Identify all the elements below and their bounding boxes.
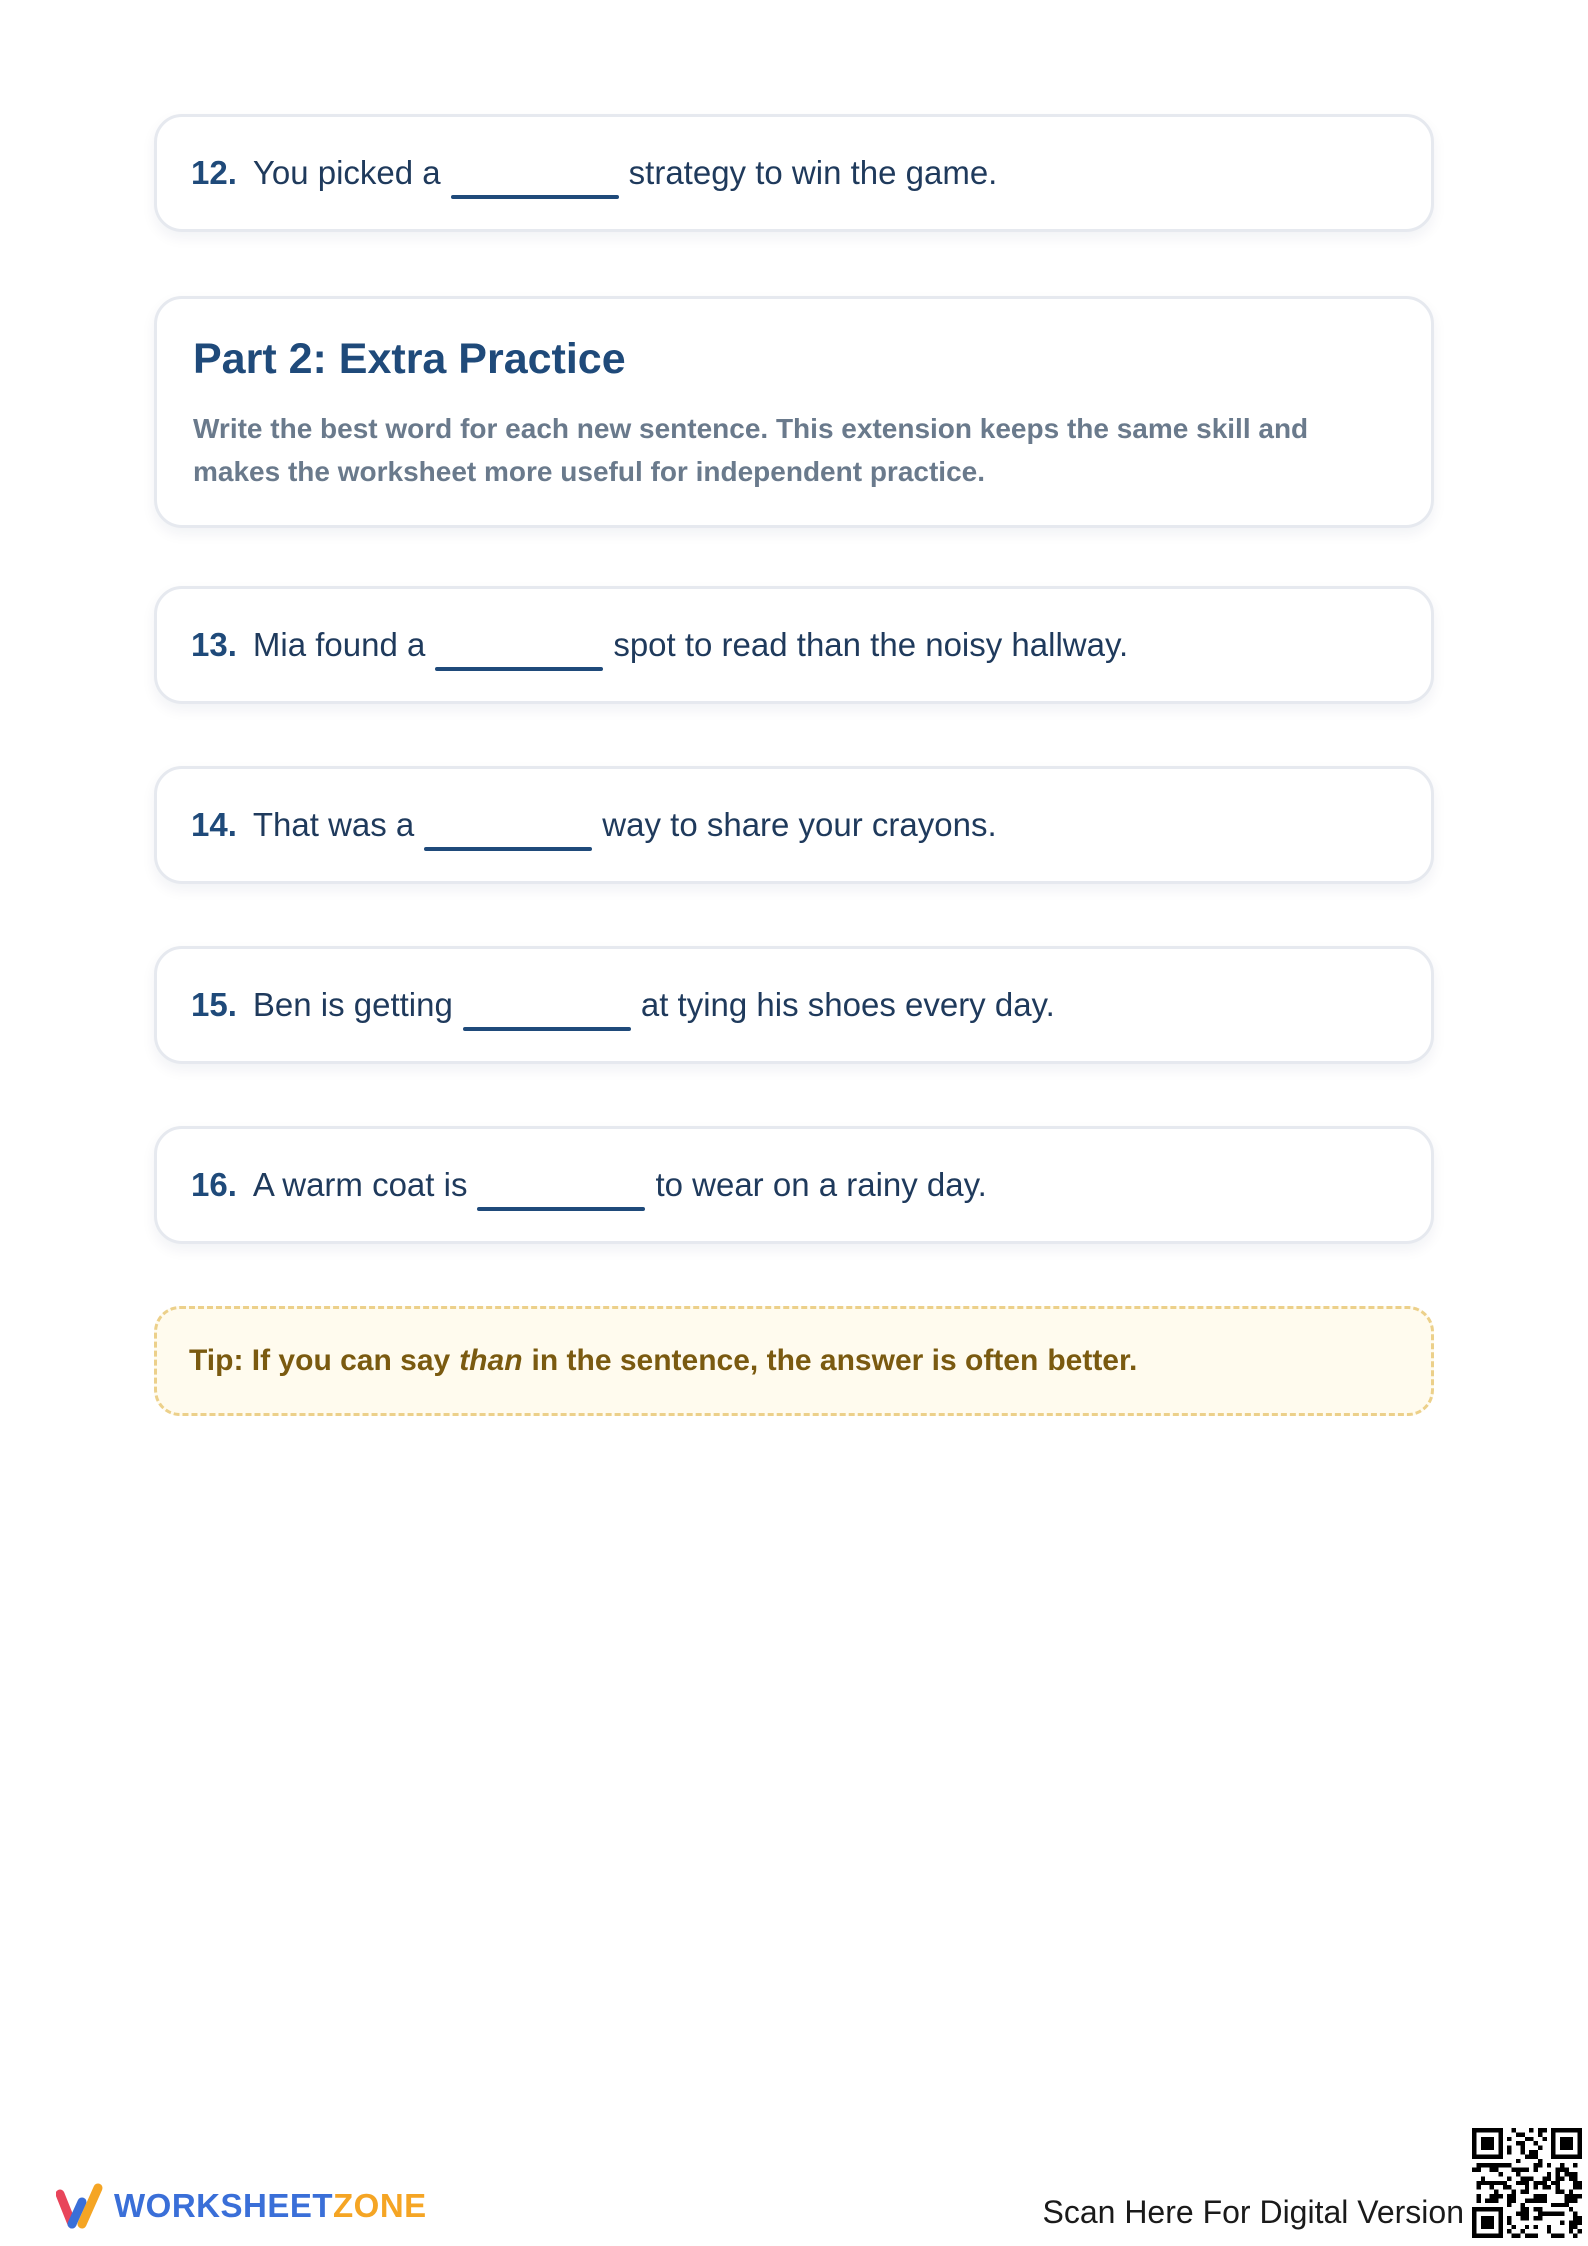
question-number: 14. — [191, 806, 237, 843]
tip-text — [189, 1309, 1137, 1413]
question-sentence — [191, 589, 1128, 701]
question-number: 16. — [191, 1166, 237, 1203]
question-card-12 — [154, 114, 1434, 232]
sentence-before: That was a — [252, 806, 415, 843]
answer-blank[interactable] — [451, 195, 619, 199]
answer-blank[interactable] — [477, 1207, 645, 1211]
section-instructions: Write the best word for each new sentence. This extension keeps the same skill and makes the worksheet more useful for independent practice. — [193, 413, 1309, 487]
tip-box — [154, 1306, 1434, 1416]
sentence-after: spot to read than the noisy hallway. — [613, 626, 1129, 663]
section-title: Part 2: Extra Practice — [193, 335, 626, 383]
worksheetzone-logo — [56, 2180, 427, 2232]
question-card-15 — [154, 946, 1434, 1064]
answer-blank[interactable] — [463, 1027, 631, 1031]
answer-blank[interactable] — [424, 847, 592, 851]
tip-middle: in the sentence, the answer is often — [531, 1344, 1039, 1377]
question-card-16 — [154, 1126, 1434, 1244]
sentence-before: You picked a — [252, 154, 441, 191]
question-card-13 — [154, 586, 1434, 704]
logo-icon — [56, 2180, 108, 2232]
question-card-14 — [154, 766, 1434, 884]
question-sentence — [191, 1129, 987, 1241]
question-number: 12. — [191, 154, 237, 191]
tip-answer: better. — [1047, 1344, 1138, 1377]
tip-emphasis: than — [459, 1344, 523, 1377]
tip-prefix: Tip: If you can say — [189, 1344, 451, 1377]
sentence-before: Ben is getting — [252, 986, 453, 1023]
scan-label: Scan Here For Digital Version — [1042, 2194, 1464, 2230]
question-sentence — [191, 769, 997, 881]
sentence-before: Mia found a — [252, 626, 426, 663]
question-number: 15. — [191, 986, 237, 1023]
question-sentence — [191, 949, 1055, 1061]
qr-code-icon[interactable] — [1472, 2128, 1582, 2238]
sentence-after: way to share your crayons. — [602, 806, 997, 843]
question-number: 13. — [191, 626, 237, 663]
sentence-after: at tying his shoes every day. — [640, 986, 1055, 1023]
sentence-after: strategy to win the game. — [628, 154, 998, 191]
sentence-before: A warm coat is — [252, 1166, 468, 1203]
answer-blank[interactable] — [435, 667, 603, 671]
part-2-card — [154, 296, 1434, 528]
question-sentence — [191, 117, 997, 229]
sentence-after: to wear on a rainy day. — [655, 1166, 987, 1203]
logo-wordmark: WORKSHEETZONE — [114, 2187, 427, 2224]
